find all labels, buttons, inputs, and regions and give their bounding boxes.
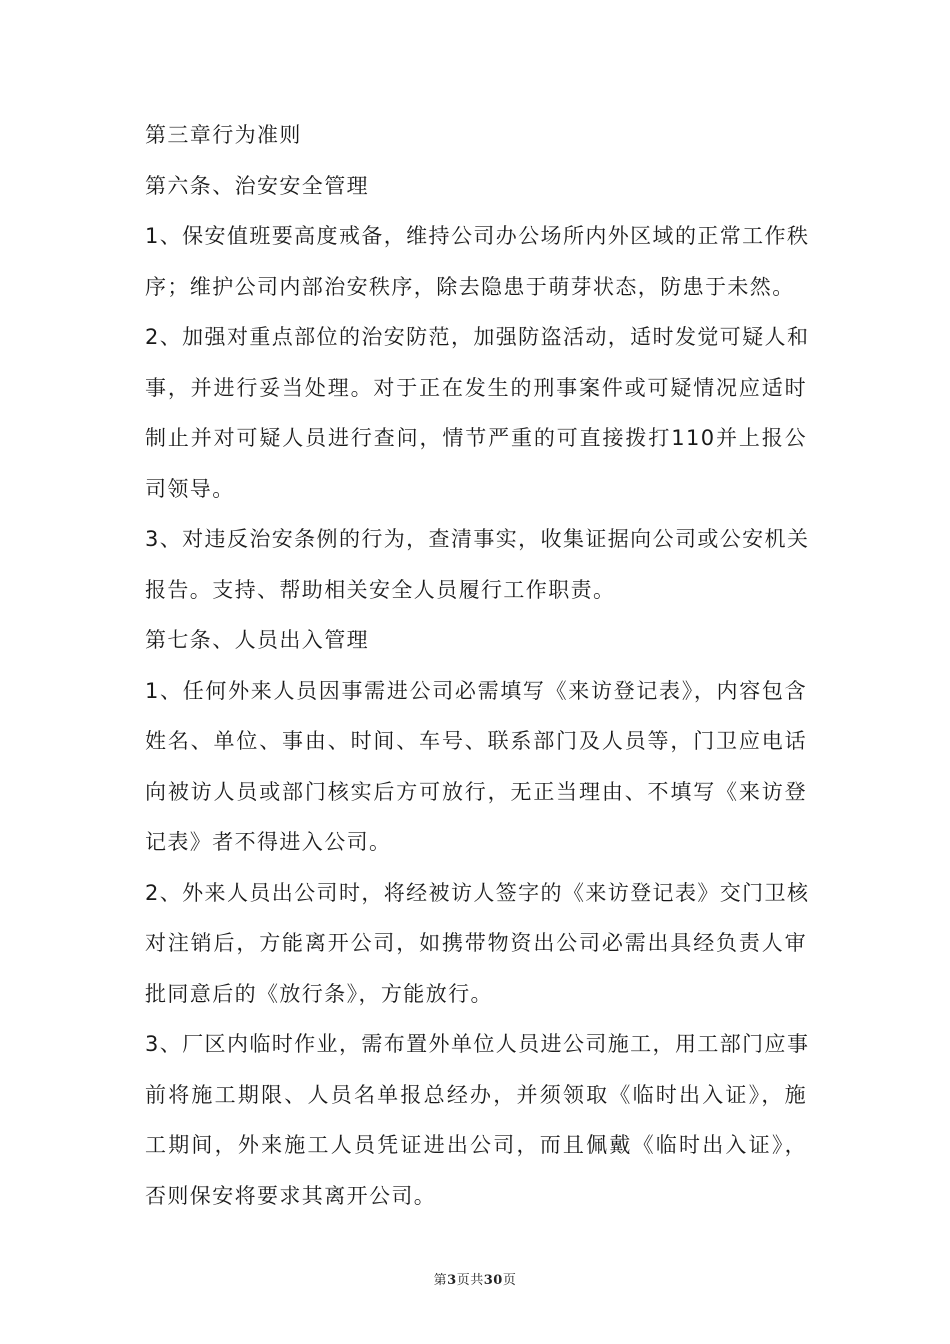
text-line: 记表》者不得进入公司。 [145, 830, 392, 854]
text-line: 第七条、人员出入管理 [145, 628, 369, 652]
text-line: 事，并进行妥当处理。对于正在发生的刑事案件或可疑情况应适时 [145, 375, 807, 400]
text-line: 向被访人员或部门核实后方可放行，无正当理由、不填写《来访登 [145, 779, 807, 804]
text-line: 第六条、治安安全管理 [145, 173, 369, 198]
text-line: 3、厂区内临时作业，需布置外单位人员进公司施工，用工部门应事 [145, 1032, 810, 1056]
text-line: 司领导。 [145, 476, 235, 501]
footer-total-pages: 30 [483, 1273, 503, 1288]
document-body [145, 117, 810, 1228]
text-line: 工期间，外来施工人员凭证进出公司，而且佩戴《临时出入证》， [145, 1133, 807, 1157]
text-line: 2、加强对重点部位的治安防范，加强防盗活动，适时发觉可疑人和 [145, 325, 810, 349]
text-line: 批同意后的《放行条》，方能放行。 [145, 981, 493, 1006]
text-line: 前将施工期限、人员名单报总经办，并须领取《临时出入证》，施 [145, 1082, 807, 1107]
text-line: 第三章行为准则 [145, 123, 302, 147]
text-line: 否则保安将要求其离开公司。 [145, 1183, 437, 1208]
text-line: 1、保安值班要高度戒备，维持公司办公场所内外区域的正常工作秩 [145, 224, 810, 248]
text-line: 2、外来人员出公司时，将经被访人签字的《来访登记表》交门卫核 [145, 880, 810, 905]
text-line: 1、任何外来人员因事需进公司必需填写《来访登记表》，内容包含 [145, 678, 807, 703]
footer-page-number: 3 [447, 1273, 457, 1288]
text-line: 姓名、单位、事由、时间、车号、联系部门及人员等，门卫应电话 [145, 729, 807, 753]
footer-middle: 页共 [456, 1273, 484, 1288]
text-line: 3、对违反治安条例的行为，查清事实，收集证据向公司或公安机关 [145, 527, 810, 551]
text-line: 报告。支持、帮助相关安全人员履行工作职责。 [145, 577, 616, 602]
text-line: 制止并对可疑人员进行查问，情节严重的可直接拨打110并上报公 [145, 426, 807, 450]
footer-prefix: 第 [433, 1273, 448, 1288]
page-footer [0, 1269, 950, 1288]
footer-suffix: 页 [502, 1273, 517, 1288]
text-line: 序；维护公司内部治安秩序，除去隐患于萌芽状态，防患于未然。 [145, 274, 795, 299]
text-line: 对注销后，方能离开公司，如携带物资出公司必需出具经负责人审 [145, 931, 807, 955]
